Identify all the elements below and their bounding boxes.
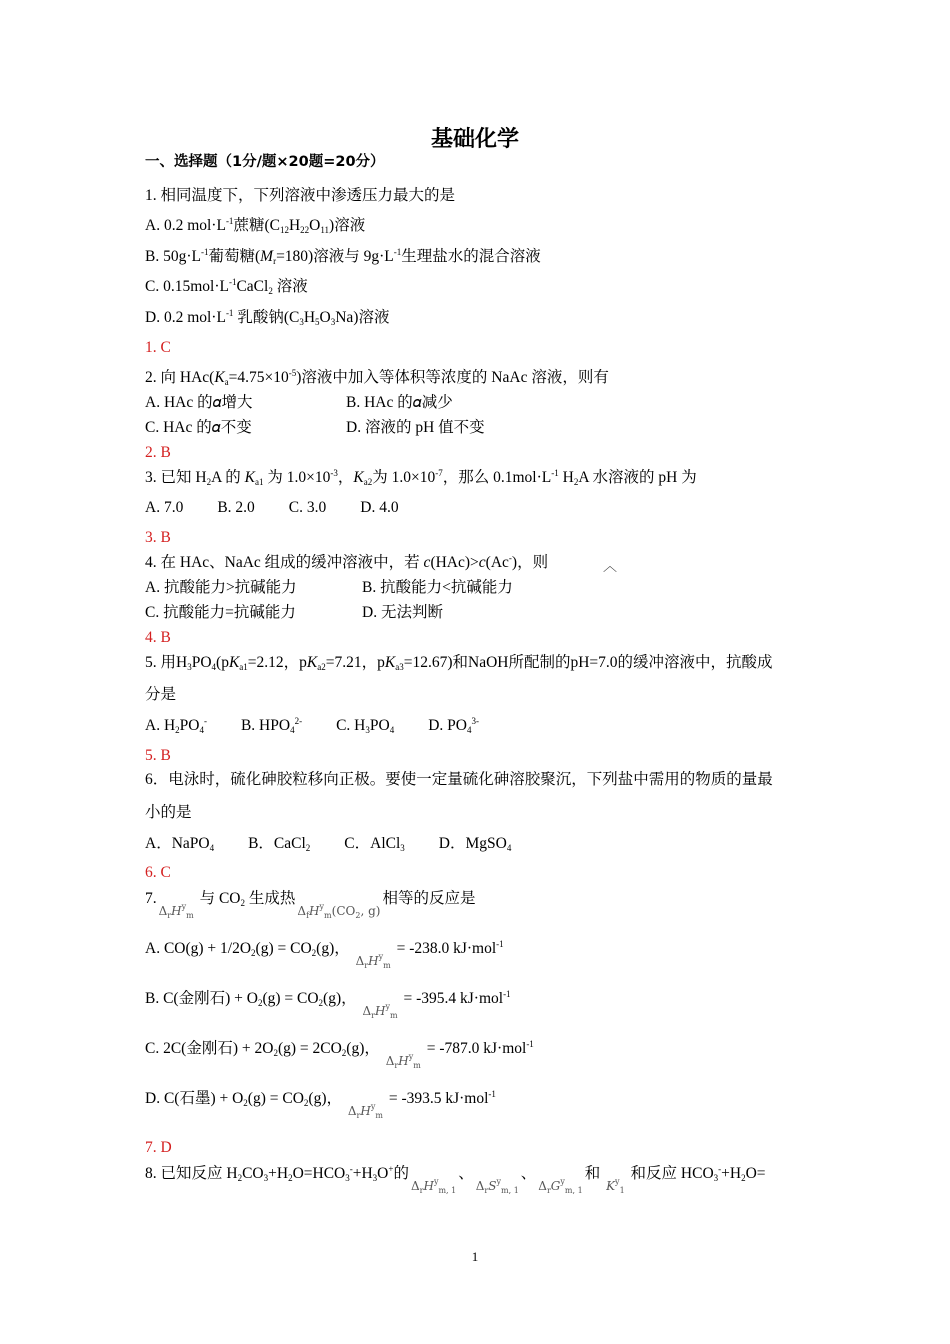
document-title: 基础化学 (430, 127, 519, 152)
question-4-answer: 4. B (145, 629, 171, 646)
question-7-option-b: B. C(金刚石) + $O_2(g) = CO_2(g)$， $\Delta_rH^y_m = -395.4$ kJ·mol$^{-1}$ (145, 989, 511, 1026)
question-4-option-d: D. 无法判断 (362, 604, 443, 621)
question-1-option-d: D. 0.2 $mol\cdot L^{-1}$ 乳酸钠$(C_3H_5O_3Na)$溶液 (145, 308, 390, 327)
question-6-answer: 6. C (145, 864, 171, 881)
question-7-option-c: C. 2C(金刚石) + $2O_2(g) = 2CO_2(g)$， $\Delta_rH^y_m = -787.0$ kJ·mol$^{-1}$ (145, 1039, 534, 1076)
question-6-stem-line2: 小的是 (145, 804, 192, 821)
question-2-option-a: A. HAc 的𝛼增大 (145, 394, 253, 411)
question-5-stem: 5. 用$H_3PO_4(pK_{a1}=2.12$，$pK_{a2}=7.21$，$pK_{a3}=12.67$)和NaOH所配制的pH=7.0的缓冲溶液中，抗酸成 (145, 654, 773, 672)
page-number: 1 (471, 1249, 479, 1264)
question-4-option-b: B. 抗酸能力<抗碱能力 (362, 579, 513, 596)
delta-r-h-m1-symbol: $\Delta_rH^y_{m, 1}$ (410, 1177, 457, 1195)
question-1-stem: 1. 相同温度下，下列溶液中渗透压力最大的是 (145, 187, 456, 204)
question-6-stem: 6．电泳时，硫化砷胶粒移向正极。要使一定量硫化砷溶胶聚沉，下列盐中需用的物质的量最 (145, 771, 773, 788)
delta-r-h-symbol: $\Delta_rH^y_m$ (158, 902, 194, 920)
question-7-option-d: D. C(石墨) + $O_2(g) = CO_2(g)$， $\Delta_rH^y_m = -393.5$ kJ·mol$^{-1}$ (145, 1089, 496, 1126)
question-2-stem: 2. 向 $HAc(K_a=4.75\times 10^{-5})$溶液中加入等体积等浓度的 NaAc 溶液，则有 (145, 368, 609, 387)
question-7-answer: 7. D (145, 1139, 172, 1156)
question-3-stem: 3. 已知 $H_2A$ 的 $K_{a1}$ 为 $1.0\times 10^{-3}$，$K_{a2}$为 $1.0\times 10^{-7}$，那么 $0.1mol\cdot L^{-1}$ $H_2A$ 水溶液的 pH 为 (145, 468, 697, 487)
question-4-option-c: C. 抗酸能力=抗碱能力 (145, 604, 296, 621)
delta-r-h-symbol: $\Delta_rH^y_m$ (347, 1102, 383, 1120)
question-7-option-a: A. $CO(g) + 1/2O_2(g) = CO_2(g)$， $\Delta_rH^y_m = -238.0$ kJ·mol$^{-1}$ (145, 939, 504, 976)
delta-r-h-symbol: $\Delta_rH^y_m$ (385, 1052, 421, 1070)
delta-r-g-m1-symbol: $\Delta_rG^y_{m, 1}$ (538, 1177, 583, 1195)
question-2-option-b: B. HAc 的𝛼减少 (346, 394, 453, 411)
question-8-stem: 8. 已知反应 $H_2CO_3+H_2O=HCO_3^-+H_3O^+$的$\Delta_rH^y_{m, 1}$、$\Delta_rS^y_{m, 1}$、$\Delta_rG^y_{m, 1}$和 $K^y_1$ 和反应 $HCO_3^-+H_2O=$ (145, 1164, 766, 1201)
question-1-option-c: C. $0.15mol\cdot L^{-1}CaCl_2$ 溶液 (145, 277, 308, 296)
delta-r-s-m1-symbol: $\Delta_rS^y_{m, 1}$ (475, 1177, 519, 1195)
question-1-option-a: A. 0.2 $mol\cdot L^{-1}$蔗糖$(C_{12}H_{22}O_{11})$溶液 (145, 216, 366, 235)
caret-mark: ︿ (603, 560, 617, 575)
delta-r-h-symbol: $\Delta_rH^y_m$ (362, 1002, 398, 1020)
question-1-answer: 1. C (145, 339, 171, 356)
delta-r-h-symbol: $\Delta_rH^y_m$ (355, 952, 391, 970)
question-2-option-c: C. HAc 的𝛼不变 (145, 419, 252, 436)
question-5-answer: 5. B (145, 747, 171, 764)
question-4-option-a: A. 抗酸能力>抗碱能力 (145, 579, 297, 596)
delta-f-h-co2-symbol: $\Delta_fH^y_m(CO_2$, g) (297, 902, 381, 920)
question-2-answer: 2. B (145, 444, 171, 461)
question-2-option-d: D. 溶液的 pH 值不变 (346, 419, 485, 436)
question-6-options: A．NaPO$_4$ B．CaCl$_2$ C．AlCl$_3$ D．MgSO$_4$ (145, 835, 512, 853)
question-5-stem-line2: 分是 (145, 686, 177, 703)
question-3-options: A. 7.0 B. 2.0 C. 3.0 D. 4.0 (145, 499, 399, 516)
k1-symbol: $K^y_1$ (606, 1177, 625, 1195)
section-heading: 一、选择题（1分/题×20题=20分） (145, 154, 385, 170)
question-4-stem: 4. 在 HAc、NaAc 组成的缓冲溶液中，若 c(HAc)>c(Ac-)，则 (145, 553, 549, 571)
question-5-options: A. $H_2PO_4^-$ B. $HPO_4^{2-}$ C. $H_3PO_4$ D. $PO_4^{3-}$ (145, 716, 479, 735)
question-7-stem: $7.\Delta_rH^y_m$ 与 $CO_2$ 生成热$\Delta_fH^y_m(CO_2$, g)相等的反应是 (145, 889, 475, 926)
question-3-answer: 3. B (145, 529, 171, 546)
question-1-option-b: B. $50g\cdot L^{-1}$葡萄糖$(M_r=180)$溶液与 $9g\cdot L^{-1}$生理盐水的混合溶液 (145, 247, 541, 266)
